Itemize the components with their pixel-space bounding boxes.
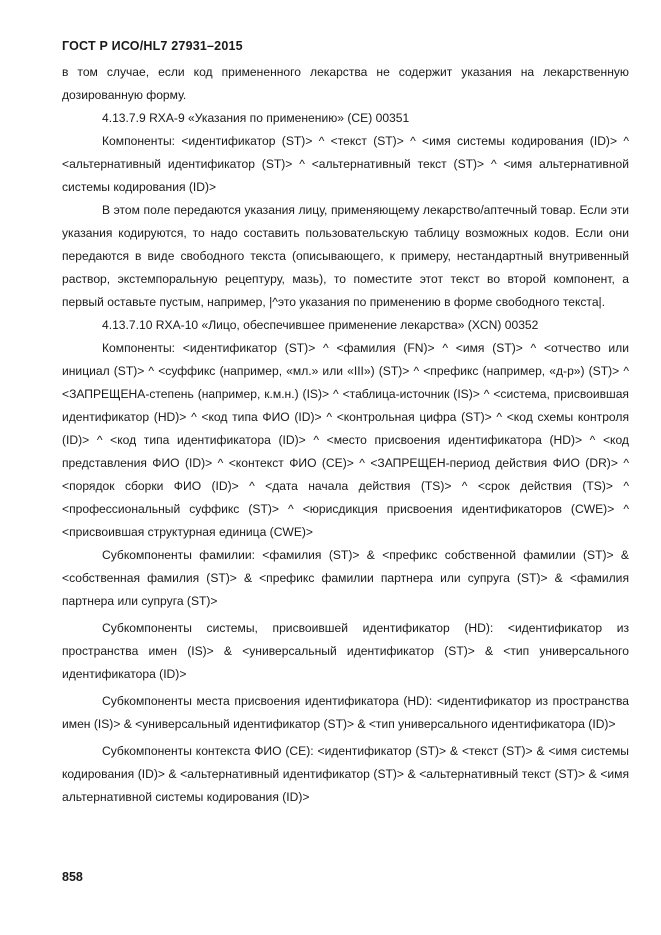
paragraph-rxa-10-components: Компоненты: <идентификатор (ST)> ^ <фамилия (FN)> ^ <имя (ST)> ^ <отчество или инициал (ST)> ^ <суффикс (например, «мл.» или «III») (ST)> ^ <префикс (например, «д-р») (ST)> ^ <ЗАПРЕЩЕНА-степень (например, к.м.н.) (IS)> ^ <таблица-источник (IS)> ^ <система, присвоившая идентификатор (HD)> ^ <код типа ФИО (ID)> ^ <контрольная цифра (ST)> ^ <код схемы контроля (ID)> ^ <код типа идентификатора (ID)> ^ <место присвоения идентификатора (HD)> ^ <код представления ФИО (ID)> ^ <контекст ФИО (CE)> ^ <ЗАПРЕЩЕН-период действия ФИО (DR)> ^ <порядок сборки ФИО (ID)> ^ <дата начала действия (TS)> ^ <срок действия (TS)> ^ <профессиональный суффикс (ST)> ^ <юрисдикция присвоения идентификаторов (CWE)> ^ <присвоившая структурная единица (CWE)> xyxy=(62,341,629,539)
paragraph-surname-subcomponents: Субкомпоненты фамилии: <фамилия (ST)> & <префикс собственной фамилии (ST)> & <собственная фамилия (ST)> & <префикс фамилии партнера или супруга (ST)> & <фамилия партнера или супруга (ST)> xyxy=(62,548,629,608)
page-body xyxy=(62,61,629,809)
standard-code-header: ГОСТ Р ИСО/HL7 27931–2015 xyxy=(62,39,243,53)
paragraph-name-context-subcomponents: Субкомпоненты контекста ФИО (CE): <идентификатор (ST)> & <текст (ST)> & <имя системы кодирования (ID)> & <альтернативный идентификатор (ST)> & <альтернативный текст (ST)> & <имя альтернативной системы кодирования (ID)> xyxy=(62,744,629,804)
section-heading-rxa-10: 4.13.7.10 RXA-10 «Лицо, обеспечившее применение лекарства» (XCN) 00352 xyxy=(102,318,539,332)
paragraph-assigning-system-subcomponents: Субкомпоненты системы, присвоившей идентификатор (HD): <идентификатор из пространства имен (IS)> & <универсальный идентификатор (ST)> & <тип универсального идентификатора (ID)> xyxy=(62,621,629,681)
paragraph-assigning-facility-subcomponents: Субкомпоненты места присвоения идентификатора (HD): <идентификатор из пространства имен (IS)> & <универсальный идентификатор (ST)> & <тип универсального идентификатора (ID)> xyxy=(62,694,629,731)
paragraph-rxa-9-description: В этом поле передаются указания лицу, применяющему лекарство/аптечный товар. Если эти указания кодируются, то надо составить пользовательскую таблицу возможных кодов. Если они передаются в виде свободного текста (описывающего, к примеру, нестандартный внутривенный раствор, экстемпоральную рецептуру, мазь), то поместите этот текст во второй компонент, а первый оставьте пустым, например, |^это указания по применению в форме свободного текста|. xyxy=(62,203,629,309)
paragraph-rxa-9-components: Компоненты: <идентификатор (ST)> ^ <текст (ST)> ^ <имя системы кодирования (ID)> ^ <альтернативный идентификатор (ST)> ^ <альтернативный текст (ST)> ^ <имя альтернативной системы кодирования (ID)> xyxy=(62,134,629,194)
page-number: 858 xyxy=(62,870,83,884)
paragraph-continuation: в том случае, если код примененного лекарства не содержит указания на лекарственную дозированную форму. xyxy=(62,65,629,102)
section-heading-rxa-9: 4.13.7.9 RXA-9 «Указания по применению» (CE) 00351 xyxy=(102,111,410,125)
